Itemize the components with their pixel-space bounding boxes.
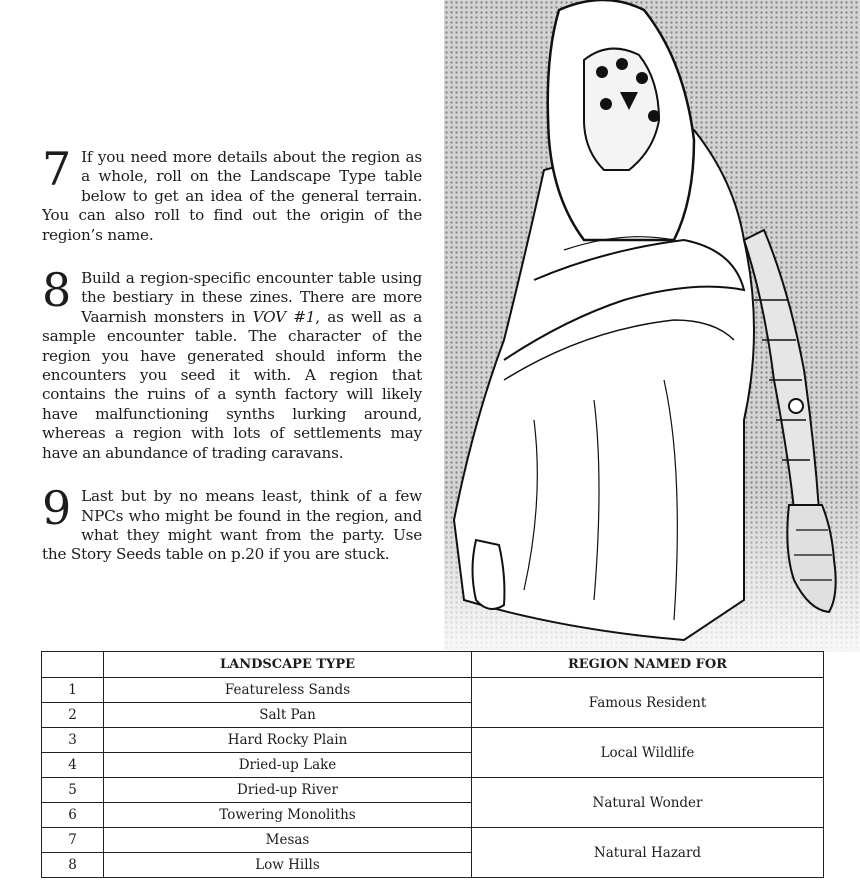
landscape-cell: Dried-up River	[104, 778, 472, 803]
roll-cell: 4	[42, 753, 104, 778]
landscape-cell: Hard Rocky Plain	[104, 728, 472, 753]
landscape-cell: Low Hills	[104, 853, 472, 878]
step-text: Build a region-specific encounter table using the bestiary in these zines. There are more Vaarnish monsters in	[81, 269, 422, 326]
step-number: 8	[42, 263, 72, 318]
roll-header	[42, 652, 104, 678]
landscape-cell: Salt Pan	[104, 703, 472, 728]
roll-cell: 6	[42, 803, 104, 828]
named-for-cell: Famous Resident	[472, 678, 824, 728]
table-row	[42, 728, 824, 753]
zine-reference: VOV #1	[252, 307, 316, 326]
table-header-row	[42, 652, 824, 678]
step-number: 9	[42, 481, 72, 536]
roll-cell: 8	[42, 853, 104, 878]
named-for-cell: Local Wildlife	[472, 728, 824, 778]
landscape-table	[41, 651, 824, 878]
named-for-cell: Natural Hazard	[472, 828, 824, 878]
region-named-for-header: REGION NAMED FOR	[472, 652, 824, 678]
step-text: , as well as a sample encounter table. The character of the region you have generated should inform the encounters you seed it with. A region that contains the ruins of a synth factory will likely have malfunctioning synths lurking around, whereas a region with lots of settlements may have an abundance of trading caravans.	[42, 307, 422, 462]
instructions-column	[42, 142, 422, 589]
roll-cell: 2	[42, 703, 104, 728]
table-row	[42, 828, 824, 853]
landscape-cell: Featureless Sands	[104, 678, 472, 703]
landscape-type-header: LANDSCAPE TYPE	[104, 652, 472, 678]
roll-cell: 1	[42, 678, 104, 703]
landscape-cell: Dried-up Lake	[104, 753, 472, 778]
hooded-figure-drawing	[444, 0, 860, 652]
landscape-cell: Mesas	[104, 828, 472, 853]
hooded-figure-illustration	[444, 0, 860, 652]
named-for-cell: Natural Wonder	[472, 778, 824, 828]
roll-cell: 3	[42, 728, 104, 753]
step-9	[42, 481, 422, 565]
landscape-cell: Towering Monoliths	[104, 803, 472, 828]
step-number: 7	[42, 142, 72, 196]
roll-cell: 5	[42, 778, 104, 803]
step-8	[42, 263, 422, 463]
step-text: Last but by no means least, think of a few NPCs who might be found in the region, and what they might want from the party. Use the Story Seeds table on p.20 if you are stuck.	[42, 487, 422, 564]
table-row	[42, 778, 824, 803]
step-text: If you need more details about the region as a whole, roll on the Landscape Type table below to get an idea of the general terrain. You can also roll to find out the origin of the region’s name.	[42, 148, 422, 244]
table-row	[42, 678, 824, 703]
step-7	[42, 142, 422, 245]
roll-cell: 7	[42, 828, 104, 853]
